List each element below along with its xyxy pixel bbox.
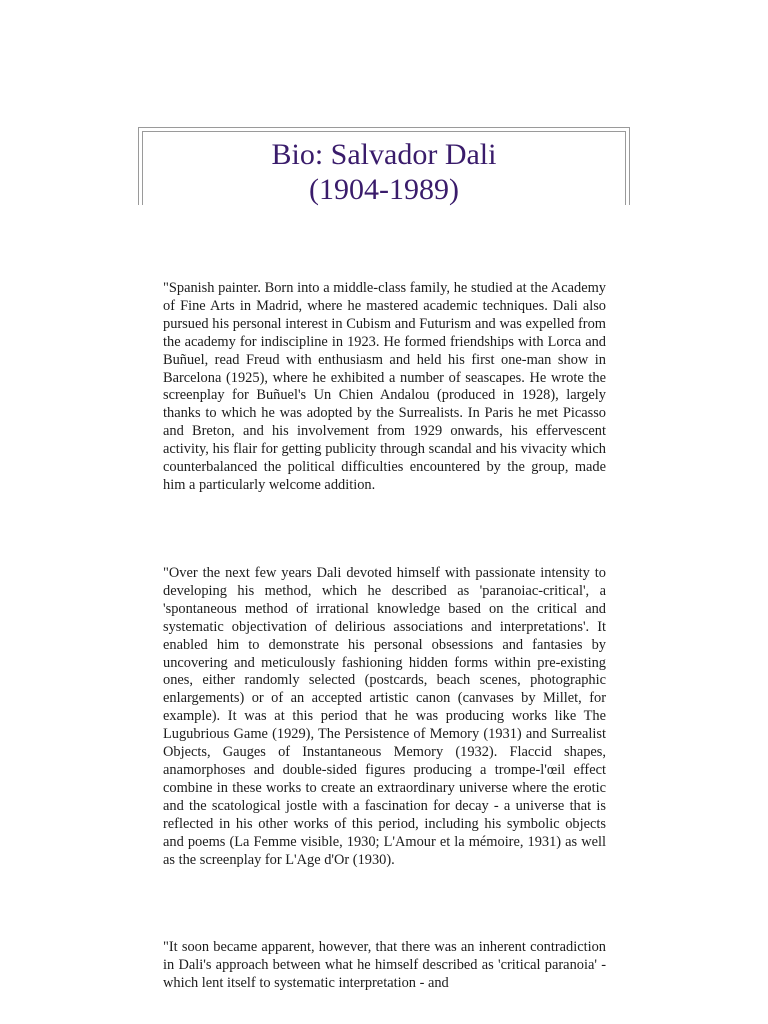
bio-paragraph-1: "Spanish painter. Born into a middle-class family, he studied at the Academy of Fine Arts in Madrid, where he mastered academic techniques. Dali also pursued his personal interest in Cubism and Futurism and was expelled from the academy for indiscipline in 1923. He formed friendships with Lorca and Buñuel, read Freud with enthusiasm and held his first one-man show in Barcelona (1925), where he exhibited a number of seascapes. He wrote the screenplay for Buñuel's Un Chien Andalou (produced in 1928), largely thanks to which he was adopted by the Surrealists. In Paris he met Picasso and Breton, and his involvement from 1929 onwards, his effervescent activity, his flair for getting publicity through scandal and his vivacity which counterbalanced the political difficulties encountered by the group, made him a particularly welcome addition. [163,280,606,493]
page-title-dates: (1904-1989) [309,173,459,206]
bio-paragraph-2: "Over the next few years Dali devoted himself with passionate intensity to developing his method, which he described as 'paranoiac-critical', a 'spontaneous method of irrational knowledge based on the critical and systematic objectivation of delirious associations and interpretations'. It enabled him to demonstrate his personal obsessions and fantasies by uncovering and meticulously fashioning hidden forms within pre-existing ones, either randomly selected (postcards, beach scenes, photographic enlargements) or of an accepted artistic canon (canvases by Millet, for example). It was at this period that he was producing works like The Lugubrious Game (1929), The Persistence of Memory (1931) and Surrealist Objects, Gauges of Instantaneous Memory (1932). Flaccid shapes, anamorphoses and double-sided figures producing a trompe-l'œil effect combine in these works to create an extraordinary universe where the erotic and the scatological jostle with a fascination for decay - a universe that is reflected in his other works of this period, including his symbolic objects and poems (La Femme visible, 1930; L'Amour et la mémoire, 1931) as well as the screenplay for L'Age d'Or (1930). [163,565,606,868]
bio-paragraph-3: "It soon became apparent, however, that there was an inherent contradiction in Dali's approach between what he himself described as 'critical paranoia' - which lent itself to systematic interpretation - and [163,939,606,991]
page-title: Bio: Salvador Dali [271,138,497,171]
title-box-inner-border [142,131,626,205]
title-box [138,127,630,205]
